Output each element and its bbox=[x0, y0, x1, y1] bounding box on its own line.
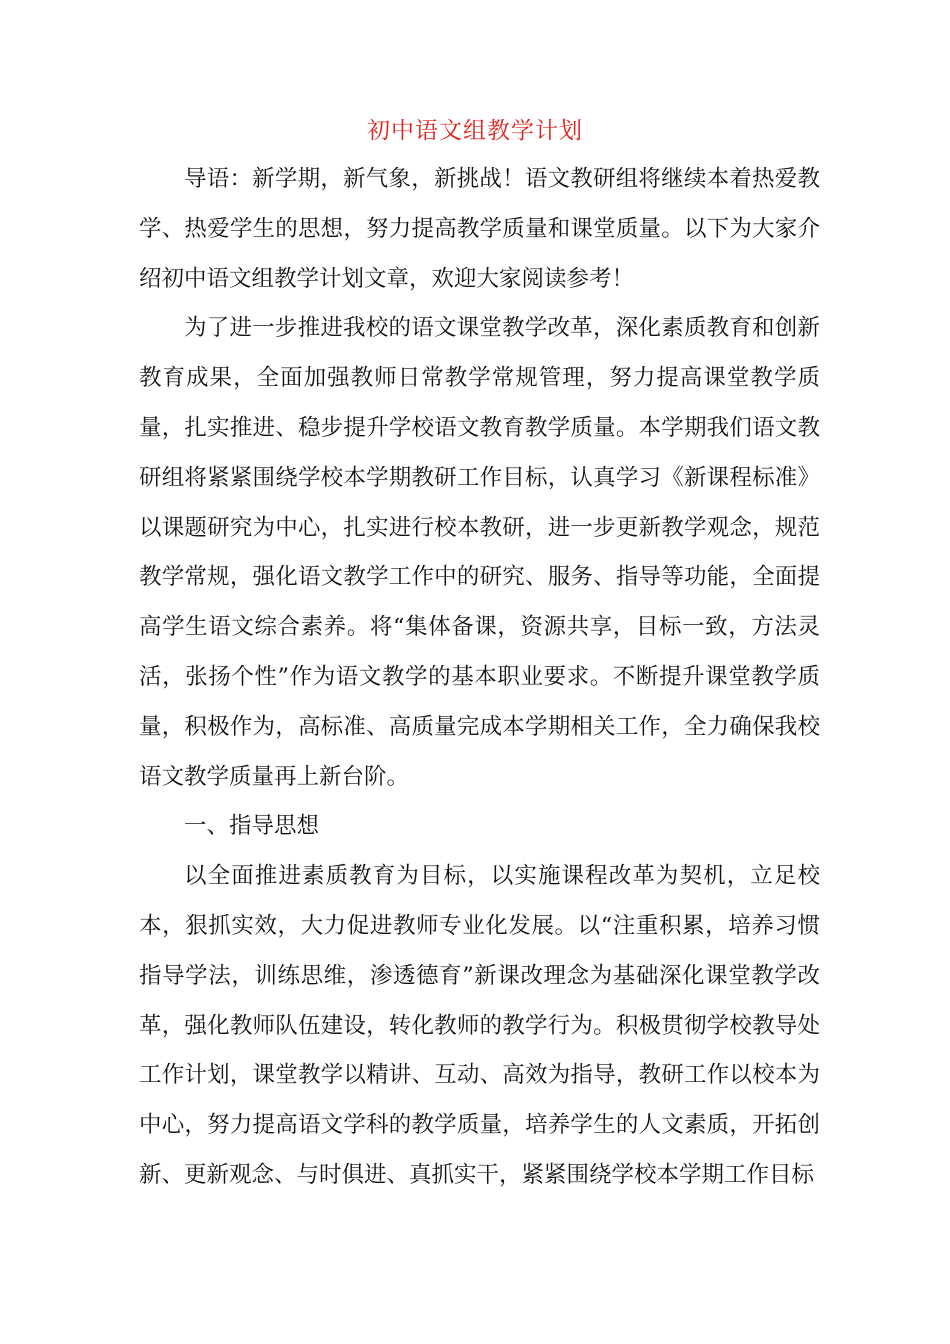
document-title: 初中语文组教学计划 bbox=[367, 118, 583, 144]
document-body bbox=[139, 155, 820, 1201]
section-heading-guiding-ideology: 一、指导思想 bbox=[184, 813, 320, 840]
section-1-paragraph: 以全面推进素质教育为目标，以实施课程改革为契机，立足校本，狠抓实效，大力促进教师专业化发展。以“注重积累，培养习惯指导学法，训练思维，渗透德育”新课改理念为基础深化课堂教学改革，强化教师队伍建设，转化教师的教学行为。积极贯彻学校教导处工作计划，课堂教学以精讲、互动、高效为指导，教研工作以校本为中心，努力提高语文学科的教学质量，培养学生的人文素质，开拓创新、更新观念、与时俱进、真抓实干，紧紧围绕学校本学期工作目标 bbox=[139, 863, 820, 1188]
body-paragraph-1: 为了进一步推进我校的语文课堂教学改革，深化素质教育和创新教育成果，全面加强教师日常教学常规管理，努力提高课堂教学质量，扎实推进、稳步提升学校语文教育教学质量。本学期我们语文教研组将紧紧围绕学校本学期教研工作目标，认真学习《新课程标准》以课题研究为中心，扎实进行校本教研，进一步更新教学观念，规范教学常规，强化语文教学工作中的研究、服务、指导等功能，全面提高学生语文综合素养。将“集体备课，资源共享，目标一致，方法灵活，张扬个性”作为语文教学的基本职业要求。不断提升课堂教学质量，积极作为，高标准、高质量完成本学期相关工作，全力确保我校语文教学质量再上新台阶。 bbox=[139, 315, 820, 790]
intro-paragraph: 导语：新学期，新气象，新挑战！语文教研组将继续本着热爱教学、热爱学生的思想，努力提高教学质量和课堂质量。以下为大家介绍初中语文组教学计划文章，欢迎大家阅读参考！ bbox=[139, 166, 820, 292]
